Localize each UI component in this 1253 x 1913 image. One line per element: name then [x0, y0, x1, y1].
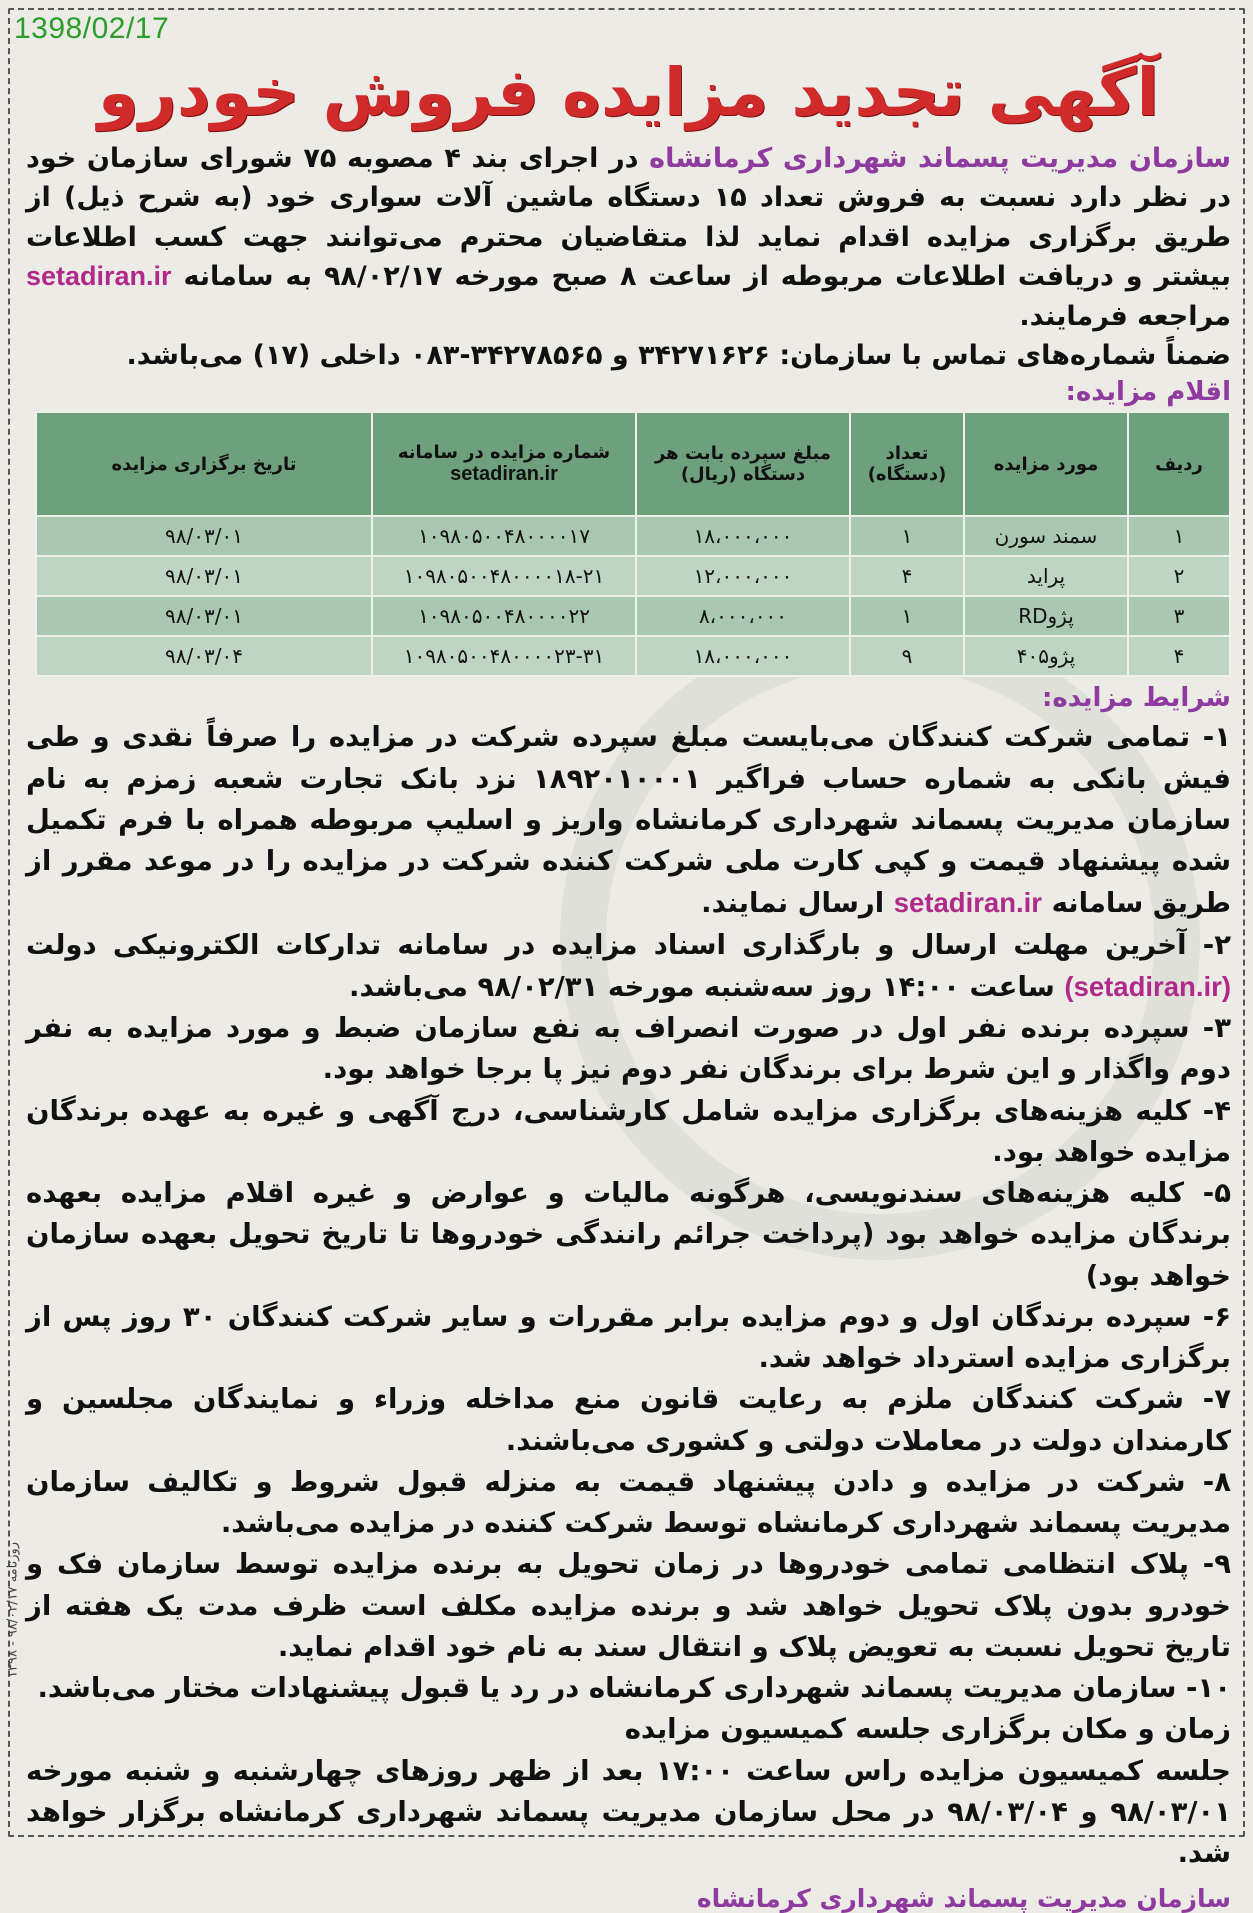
cell-number: ۱۰۹۸۰۵۰۰۴۸۰۰۰۰۱۸-۲۱: [372, 556, 636, 596]
condition-2-site-link[interactable]: (setadiran.ir): [1064, 970, 1231, 1002]
table-row: [36, 516, 1230, 556]
cell-number: ۱۰۹۸۰۵۰۰۴۸۰۰۰۰۲۲: [372, 596, 636, 636]
condition-2-end: ساعت ۱۴:۰۰ روز سه‌شنبه مورخه ۹۸/۰۲/۳۱ می‌باشد.: [349, 970, 1065, 1003]
cell-date: ۹۸/۰۳/۰۱: [36, 596, 372, 636]
header-auction-number-line1: شماره مزایده در سامانه: [397, 442, 611, 464]
condition-9: ۹- پلاک انتظامی تمامی خودروها در زمان تحویل به برنده مزایده توسط سازمان فک و خودرو بدون پلاک تحویل خواهد شد و برنده مزایده مکلف است ظرف مدت یک هفته از تاریخ تحویل نسبت به تعویض پلاک و انتقال سند به نام خود اقدام نماید.: [26, 1548, 1231, 1663]
cell-count: ۱: [850, 596, 964, 636]
cell-row: ۳: [1128, 596, 1230, 636]
meeting-title: زمان و مکان برگزاری جلسه کمیسیون مزایده: [624, 1713, 1231, 1746]
intro-text-1: در اجرای بند ۴ مصوبه ۷۵ شورای سازمان خود در نظر دارد نسبت به فروش تعداد ۱۵ دستگاه ماشین آلات سواری خود (به شرح ذیل) از طریق برگزاری مزایده اقدام نماید لذا متقاضیان محترم می‌توانند جهت کسب اطلاعات بیشتر و دریافت اطلاعات مربوطه از ساعت ۸ صبح مورخه ۹۸/۰۲/۱۷ به سامانه: [26, 142, 1231, 293]
cell-deposit: ۱۸،۰۰۰،۰۰۰: [636, 516, 850, 556]
table-row: [36, 596, 1230, 636]
cell-deposit: ۸،۰۰۰،۰۰۰: [636, 596, 850, 636]
header-auction-number: [372, 412, 636, 516]
cell-number: ۱۰۹۸۰۵۰۰۴۸۰۰۰۰۲۳-۳۱: [372, 636, 636, 676]
items-table: [35, 411, 1231, 677]
cell-row: ۴: [1128, 636, 1230, 676]
intro-paragraph: [26, 139, 1231, 336]
cell-date: ۹۸/۰۳/۰۱: [36, 556, 372, 596]
meeting-text: جلسه کمیسیون مزایده راس ساعت ۱۷:۰۰ بعد از ظهر روزهای چهارشنبه و شنبه مورخه ۹۸/۰۳/۰۱ و ۹۸/۰۳/۰۴ در محل سازمان مدیریت پسماند شهرداری کرمانشاه برگزار خواهد شد.: [26, 1754, 1231, 1870]
condition-3: ۳- سپرده برنده نفر اول در صورت انصراف به نفع سازمان ضبط و مورد مزایده به نفر دوم واگذار و این شرط برای برندگان نفر دوم نیز پا برجا خواهد بود.: [26, 1012, 1231, 1086]
condition-1-text: ۱- تمامی شرکت کنندگان می‌بایست مبلغ سپرده شرکت در مزایده را صرفاً نقدی و طی فیش بانکی به شماره حساب فراگیر ۱۸۹۲۰۱۰۰۰۱ نزد بانک تجارت شعبه زمزم به نام سازمان مدیریت پسماند شهرداری کرمانشاه واریز و اسلیپ مربوطه همراه با فرم تکمیل شده پیشنهاد قیمت و کپی کارت ملی شرکت کننده شرکت در مزایده را در موعد مقرر از طریق سامانه: [26, 721, 1231, 920]
intro-site-link[interactable]: setadiran.ir: [26, 261, 172, 292]
intro-text-2: مراجعه فرمایند.: [1019, 300, 1231, 332]
header-count: تعداد (دستگاه): [850, 412, 964, 516]
table-header-row: [36, 412, 1230, 516]
header-auction-number-line2: setadiran.ir: [450, 463, 558, 486]
condition-10: ۱۰- سازمان مدیریت پسماند شهرداری کرمانشاه در رد یا قبول پیشنهادات مختار می‌باشد.: [37, 1672, 1231, 1705]
cell-item: سمند سورن: [964, 516, 1128, 556]
condition-1-end: ارسال نمایند.: [701, 887, 894, 920]
cell-deposit: ۱۸،۰۰۰،۰۰۰: [636, 636, 850, 676]
conditions-title: شرایط مزایده:: [1041, 683, 1231, 714]
condition-1-site-link[interactable]: setadiran.ir: [893, 887, 1042, 919]
items-title: اقلام مزایده:: [1065, 377, 1231, 408]
header-date: تاریخ برگزاری مزایده: [36, 412, 372, 516]
cell-count: ۹: [850, 636, 964, 676]
ad-content: [26, 54, 1232, 1913]
cell-deposit: ۱۲،۰۰۰،۰۰۰: [636, 556, 850, 596]
condition-2-text: ۲- آخرین مهلت ارسال و بارگذاری اسناد مزایده در سامانه تدارکات الکترونیکی دولت: [26, 928, 1231, 961]
header-deposit: مبلغ سپرده بابت هر دستگاه (ریال): [636, 412, 850, 516]
cell-number: ۱۰۹۸۰۵۰۰۴۸۰۰۰۰۱۷: [372, 516, 636, 556]
header-item: مورد مزایده: [964, 412, 1128, 516]
condition-7: ۷- شرکت کنندگان ملزم به رعایت قانون منع مداخله وزراء و نمایندگان مجلسین و کارمندان دولت در معاملات دولتی و کشوری می‌باشند.: [26, 1383, 1231, 1457]
condition-4: ۴- کلیه هزینه‌های برگزاری مزایده شامل کارشناسی، درج آگهی و غیره به عهده برندگان مزایده خواهد بود.: [26, 1094, 1231, 1168]
condition-5: ۵- کلیه هزینه‌های سندنویسی، هرگونه مالیات و عوارض و غیره اقلام مزایده بعهده برندگان مزایده خواهد بود (پرداخت جرائم رانندگی خودروها تا تاریخ تحویل بعهده سازمان خواهد بود): [26, 1177, 1231, 1292]
side-note: روزنامه ۹۸/۰۲/۱۷ - ۱۳۹۸: [5, 1541, 21, 1679]
condition-6: ۶- سپرده برندگان اول و دوم مزایده برابر مقررات و سایر شرکت کنندگان ۳۰ روز پس از برگزاری مزایده استرداد خواهد شد.: [26, 1300, 1232, 1375]
cell-date: ۹۸/۰۳/۰۱: [36, 516, 372, 556]
table-row: [36, 556, 1230, 596]
header-row-no: ردیف: [1128, 412, 1230, 516]
cell-row: ۱: [1128, 516, 1230, 556]
condition-1: [26, 717, 1231, 924]
contact-line: ضمناً شماره‌های تماس با سازمان: ۳۴۲۷۱۶۲۶ و ۳۴۲۷۸۵۶۵-۰۸۳ داخلی (۱۷) می‌باشد.: [126, 339, 1231, 371]
cell-item: پژوRD: [964, 596, 1128, 636]
table-row: [36, 636, 1230, 676]
cell-row: ۲: [1128, 556, 1230, 596]
intro-org-name: سازمان مدیریت پسماند شهرداری کرمانشاه: [649, 142, 1232, 174]
cell-count: ۱: [850, 516, 964, 556]
condition-8: ۸- شرکت در مزایده و دادن پیشنهاد قیمت به منزله قبول شروط و تکالیف سازمان مدیریت پسماند شهرداری کرمانشاه توسط شرکت کننده در مزایده می‌باشد.: [26, 1465, 1231, 1540]
cell-count: ۴: [850, 556, 964, 596]
cell-item: پراید: [964, 556, 1128, 596]
cell-item: پژو۴۰۵: [964, 636, 1128, 676]
ad-title: آگهی تجدید مزایده فروش خودرو: [97, 54, 1160, 131]
signature: سازمان مدیریت پسماند شهرداری کرمانشاه: [696, 1884, 1231, 1913]
date-stamp: 1398/02/17: [14, 12, 170, 45]
cell-date: ۹۸/۰۳/۰۴: [36, 636, 372, 676]
condition-2: [26, 925, 1231, 1009]
